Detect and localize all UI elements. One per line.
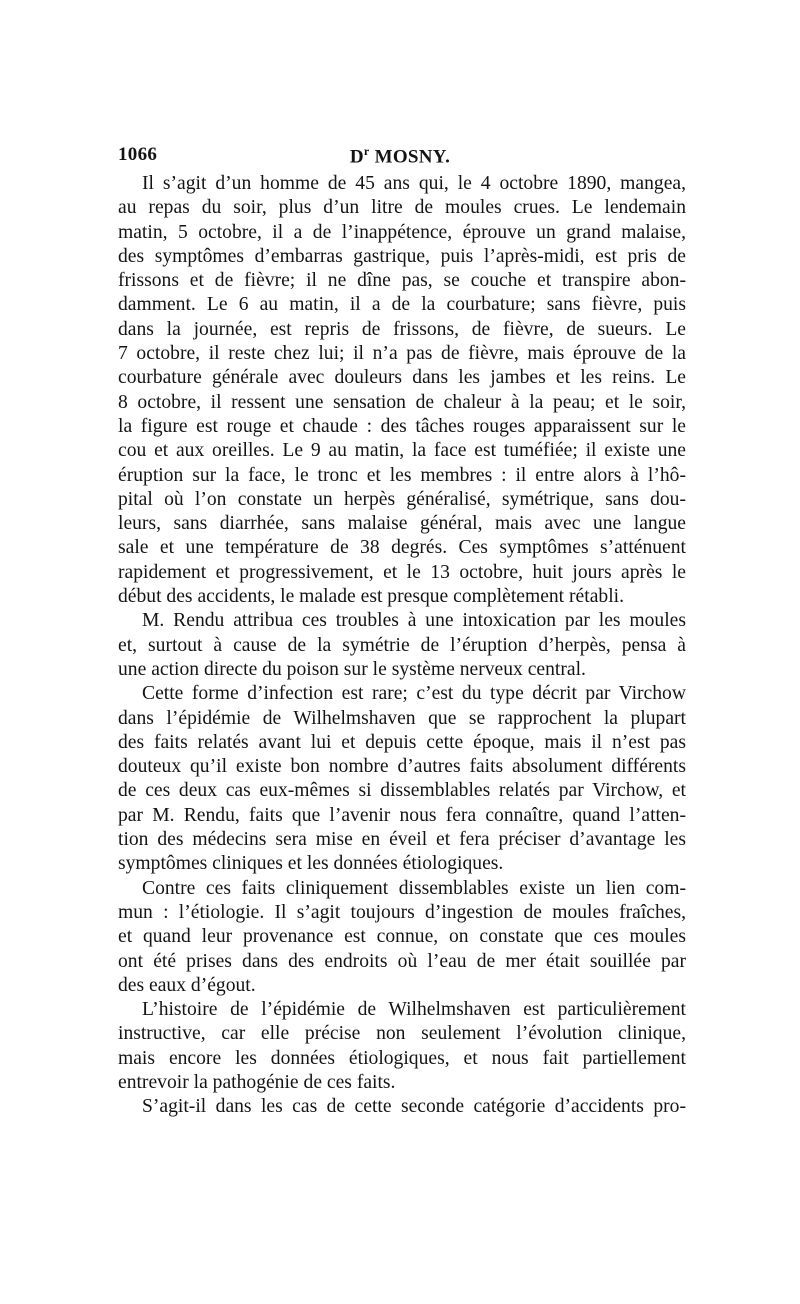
text-line: rapidement et progressivement, et le 13 octobre, huit jours après le — [118, 561, 686, 583]
text-line: des faits relatés avant lui et depuis cette époque, mais il n’est pas — [118, 731, 686, 753]
text-line: damment. Le 6 au matin, il a de la courbature; sans fièvre, puis — [118, 294, 686, 316]
text-line: 7 octobre, il reste chez lui; il n’a pas de fièvre, mais éprouve de la — [118, 343, 686, 365]
text-line: Contre ces faits cliniquement dissemblables existe un lien com- — [142, 877, 686, 899]
text-line: douteux qu’il existe bon nombre d’autres faits absolument différents — [118, 756, 686, 778]
text-line: 8 octobre, il ressent une sensation de chaleur à la peau; et le soir, — [118, 391, 686, 413]
paragraph — [118, 998, 686, 1095]
text-line: Cette forme d’infection est rare; c’est du type décrit par Virchow — [142, 683, 686, 705]
text-line: des symptômes d’embarras gastrique, puis l’après-midi, est pris de — [118, 245, 686, 267]
text-line: au repas du soir, plus d’un litre de moules crues. Le lendemain — [118, 197, 686, 219]
text-line: instructive, car elle précise non seulement l’évolution clinique, — [118, 1023, 686, 1045]
running-header — [118, 144, 682, 168]
text-line: M. Rendu attribua ces troubles à une intoxication par les moules — [142, 610, 686, 632]
paragraph — [118, 877, 686, 998]
text-line: une action directe du poison sur le système nerveux central. — [118, 658, 586, 680]
text-line: matin, 5 octobre, il a de l’inappétence, éprouve un grand malaise, — [118, 221, 686, 243]
text-line: pital où l’on constate un herpès généralisé, symétrique, sans dou- — [118, 488, 686, 510]
author-name: MOSNY. — [369, 146, 451, 168]
text-line: mun : l’étiologie. Il s’agit toujours d’ingestion de moules fraîches, — [118, 901, 686, 923]
text-line: par M. Rendu, faits que l’avenir nous fera connaître, quand l’atten- — [118, 804, 686, 826]
text-line: frissons et de fièvre; il ne dîne pas, se couche et transpire abon- — [118, 270, 686, 292]
paragraph — [118, 609, 686, 682]
text-line: des eaux d’égout. — [118, 974, 256, 996]
text-line: mais encore les données étiologiques, et nous fait partiellement — [118, 1047, 686, 1069]
text-line: symptômes cliniques et les données étiologiques. — [118, 853, 504, 875]
text-line: et quand leur provenance est connue, on constate que ces moules — [118, 926, 686, 948]
text-line: tion des médecins sera mise en éveil et fera préciser d’avantage les — [118, 829, 686, 851]
author-prefix: D — [349, 146, 364, 168]
text-line: éruption sur la face, le tronc et les membres : il entre alors à l’hô- — [118, 464, 686, 486]
text-line: L’histoire de l’épidémie de Wilhelmshaven est particulièrement — [142, 999, 686, 1021]
running-title — [118, 144, 682, 168]
text-line: et, surtout à cause de la symétrie de l’éruption d’herpès, pensa à — [118, 634, 686, 656]
text-line: ont été prises dans des endroits où l’eau de mer était souillée par — [118, 950, 686, 972]
text-line: la figure est rouge et chaude : des tâches rouges apparaissent sur le — [118, 415, 686, 437]
paragraph — [118, 1095, 686, 1119]
paragraph — [118, 172, 686, 609]
text-line: courbature générale avec douleurs dans les jambes et les reins. Le — [118, 367, 686, 389]
text-line: cou et aux oreilles. Le 9 au matin, la face est tuméfiée; il existe une — [118, 440, 686, 462]
text-line: dans l’épidémie de Wilhelmshaven que se rapprochent la plupart — [118, 707, 686, 729]
page-number: 1066 — [118, 144, 158, 165]
text-line: entrevoir la pathogénie de ces faits. — [118, 1071, 396, 1093]
text-line: leurs, sans diarrhée, sans malaise général, mais avec une langue — [118, 513, 686, 535]
text-line: de ces deux cas eux-mêmes si dissemblables relatés par Virchow, et — [118, 780, 686, 802]
text-line: début des accidents, le malade est presque complètement rétabli. — [118, 586, 624, 608]
text-line: S’agit-il dans les cas de cette seconde catégorie d’accidents pro- — [142, 1096, 686, 1118]
paragraph — [118, 682, 686, 876]
body-text — [118, 172, 686, 1120]
author-title-superscript: r — [363, 144, 370, 158]
text-line: dans la journée, est repris de frissons, de fièvre, de sueurs. Le — [118, 318, 686, 340]
text-line: Il s’agit d’un homme de 45 ans qui, le 4 octobre 1890, mangea, — [142, 173, 686, 194]
text-line: sale et une température de 38 degrés. Ces symptômes s’atténuent — [118, 537, 686, 559]
